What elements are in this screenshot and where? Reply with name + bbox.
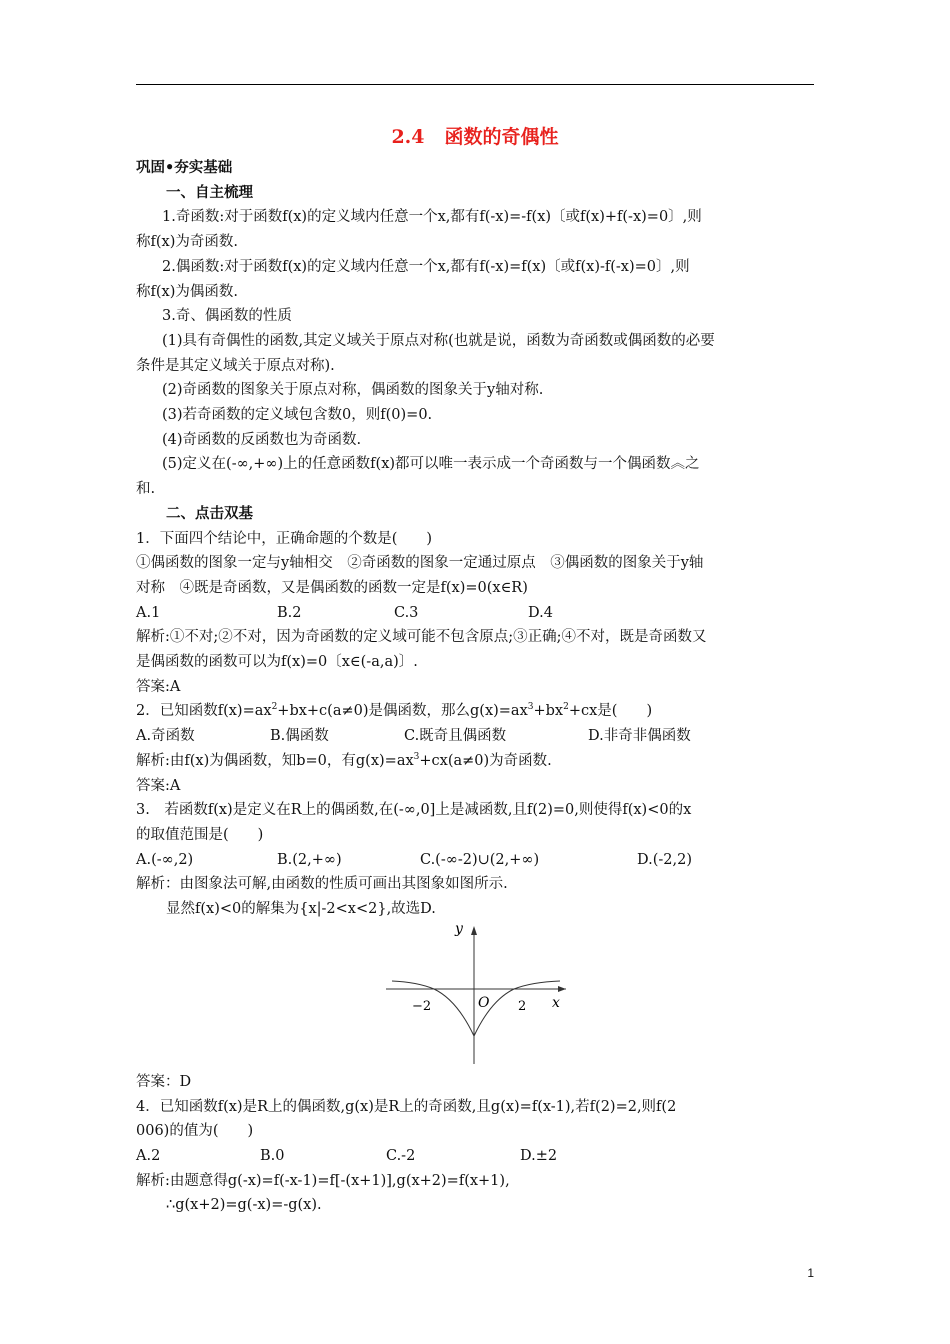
q4-stem: 4．已知函数f(x)是R上的偶函数,g(x)是R上的奇函数,且g(x)=f(x-1),若f(2)=2,则f(2 (136, 1098, 677, 1115)
q1-option-d: D.4 (528, 604, 553, 621)
paragraph-properties: 3.奇、偶函数的性质 (162, 308, 292, 325)
paragraph-odd-def-cont: 称f(x)为奇函数. (136, 234, 238, 251)
q3-stem-cont: 的取值范围是( ) (136, 826, 264, 843)
tick-pos2: 2 (518, 998, 527, 1014)
property-2: (2)奇函数的图象关于原点对称，偶函数的图象关于y轴对称. (162, 382, 544, 399)
q3-option-b: B.(2,+∞) (277, 851, 342, 868)
q3-solution: 解析：由图象法可解,由函数的性质可画出其图象如图所示. (136, 876, 508, 893)
q4-solution: 解析:由题意得g(-x)=f(-x-1)=f[-(x+1)],g(x+2)=f(x+1), (136, 1172, 510, 1189)
subsection-heading-2: 二、点击双基 (166, 504, 253, 522)
q4-option-b: B.0 (260, 1147, 285, 1164)
q3-option-c: C.(-∞-2)∪(2,+∞) (420, 851, 540, 868)
x-axis-arrow (558, 986, 566, 992)
q1-line1: ①偶函数的图象一定与y轴相交 ②奇函数的图象一定通过原点 ③偶函数的图象关于y轴 (136, 555, 704, 572)
q2-answer: 答案:A (136, 777, 181, 794)
page-title: 2.4 函数的奇偶性 (391, 126, 559, 148)
q2-options (136, 724, 814, 749)
q2-option-b: B.偶函数 (270, 728, 329, 745)
tick-neg2: −2 (412, 998, 432, 1014)
q2-solution: 解析:由f(x)为偶函数，知b=0，有$g(x)=ax^3+cx(a\ne 0)$为奇函数. (136, 752, 552, 769)
property-4: (4)奇函数的反函数也为奇函数. (162, 431, 362, 448)
q3-options (136, 848, 814, 873)
origin-label: O (478, 994, 490, 1011)
q4-option-c: C.-2 (386, 1147, 416, 1164)
header-rule (136, 84, 814, 85)
property-1: (1)具有奇偶性的函数,其定义域关于原点对称(也就是说，函数为奇函数或偶函数的必要 (162, 332, 715, 349)
q1-solution: 解析:①不对;②不对，因为奇函数的定义域可能不包含原点;③正确;④不对，既是奇函数又 (136, 629, 707, 646)
paragraph-even-def-cont: 称f(x)为偶函数. (136, 283, 238, 300)
q4-stem-cont: 006)的值为( ) (136, 1123, 254, 1140)
q1-line2: 对称 ④既是奇函数，又是偶函数的函数一定是f(x)=0(x∈R) (136, 579, 528, 596)
q3-option-a: A.(-∞,2) (136, 851, 194, 868)
q2-option-d: D.非奇非偶函数 (588, 728, 691, 745)
q4-options (136, 1144, 814, 1169)
property-3: (3)若奇函数的定义域包含数0，则f(0)=0. (162, 407, 433, 424)
page-number: 1 (807, 1266, 814, 1280)
y-axis-arrow (471, 926, 477, 935)
section-heading: 巩固•夯实基础 (136, 159, 233, 176)
paragraph-odd-def: 1.奇函数:对于函数f(x)的定义域内任意一个x,都有f(-x)=-f(x)〔或f(x)+f(-x)=0〕,则 (162, 209, 702, 226)
q3-answer: 答案：D (136, 1073, 192, 1090)
document-body (136, 120, 814, 1218)
q4-option-d: D.±2 (520, 1147, 558, 1164)
q3-stem: 3. 若函数f(x)是定义在R上的偶函数,在(-∞,0]上是减函数,且f(2)=0,则使得f(x)<0的x (136, 802, 692, 819)
property-1-cont: 条件是其定义域关于原点对称). (136, 357, 335, 374)
q1-answer: 答案:A (136, 678, 181, 695)
y-label: y (455, 923, 463, 937)
q1-options (136, 601, 814, 626)
q4-solution-cont: ∴g(x+2)=g(-x)=-g(x). (166, 1197, 322, 1214)
q1-solution-cont: 是偶函数的函数可以为f(x)=0〔x∈(-a,a)〕. (136, 654, 418, 671)
q1-option-a: A.1 (136, 604, 161, 621)
q2-stem: 2．已知函数$f(x)=ax^2+bx+c(a\ne 0)$是偶函数，那么$g(x)=ax^3+bx^2+cx$是( ) (136, 702, 653, 720)
x-label: x (552, 994, 560, 1011)
q2-option-c: C.既奇且偶函数 (404, 728, 507, 745)
q3-option-d: D.(-2,2) (637, 851, 692, 868)
property-5: (5)定义在(-∞,+∞)上的任意函数f(x)都可以唯一表示成一个奇函数与一个偶函数︽之 (162, 456, 700, 473)
q1-option-b: B.2 (277, 604, 302, 621)
function-graph (382, 924, 572, 1070)
subsection-heading-1: 一、自主梳理 (166, 183, 253, 201)
q3-solution-cont: 显然f(x)<0的解集为{x|-2<x<2},故选D. (166, 901, 436, 918)
q4-option-a: A.2 (136, 1147, 161, 1164)
q1-option-c: C.3 (394, 604, 419, 621)
q1-stem: 1．下面四个结论中，正确命题的个数是( ) (136, 530, 433, 547)
q3-figure (136, 922, 814, 1070)
q2-option-a: A.奇函数 (136, 728, 195, 745)
property-5-cont: 和. (136, 481, 156, 498)
paragraph-even-def: 2.偶函数:对于函数f(x)的定义域内任意一个x,都有f(-x)=f(x)〔或f(x)-f(-x)=0〕,则 (162, 258, 690, 275)
